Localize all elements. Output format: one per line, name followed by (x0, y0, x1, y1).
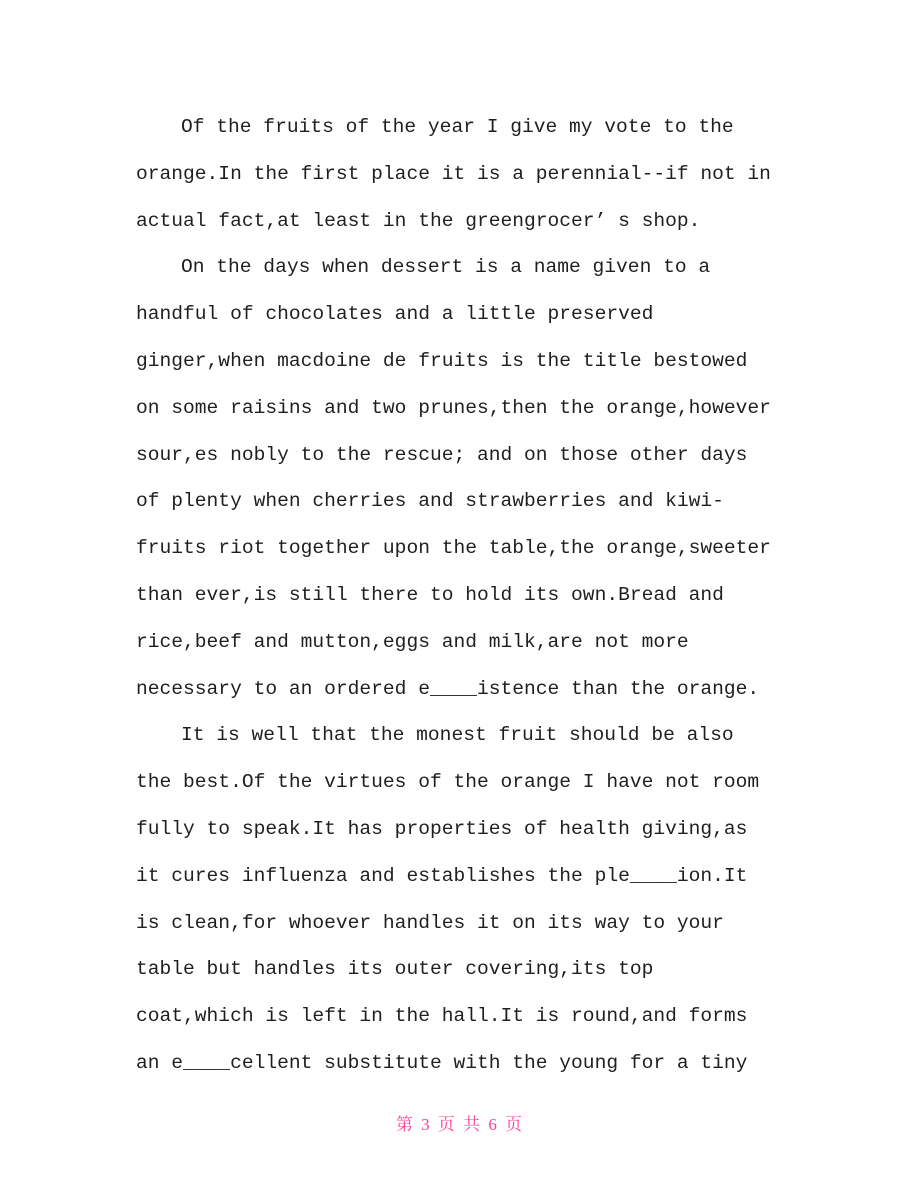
text-line: handful of chocolates and a little preserved (136, 303, 654, 326)
text-line: It is well that the monest fruit should be also (181, 724, 734, 747)
text-line: Of the fruits of the year I give my vote to the (181, 116, 734, 138)
text-line: on some raisins and two prunes,then the orange,however (136, 396, 771, 419)
text-line: of plenty when cherries and strawberries and kiwi- (136, 490, 724, 513)
text-line: an e____cellent substitute with the young for a tiny (136, 1051, 748, 1074)
text-line: table but handles its outer covering,its top (136, 958, 654, 981)
text-line: coat,which is left in the hall.It is round,and forms (136, 1005, 748, 1028)
text-line: fruits riot together upon the table,the orange,sweeter (136, 537, 771, 560)
text-line: fully to speak.It has properties of health giving,as (136, 817, 748, 840)
text-line: the best.Of the virtues of the orange I have not room (136, 771, 760, 794)
text-line: rice,beef and mutton,eggs and milk,are not more (136, 630, 689, 653)
text-line: sour,es nobly to the rescue; and on those other days (136, 443, 748, 466)
text-line: On the days when dessert is a name given to a (181, 256, 711, 279)
text-line: ginger,when macdoine de fruits is the title bestowed (136, 349, 748, 372)
text-line: actual fact,at least in the greengrocer’ s shop. (136, 209, 701, 232)
page-number-footer: 第 3 页 共 6 页 (395, 1115, 525, 1134)
text-line: it cures influenza and establishes the ple____ion.It (136, 864, 748, 887)
text-line: orange.In the first place it is a perennial--if not in (136, 162, 771, 185)
text-line: necessary to an ordered e____istence than the orange. (136, 677, 760, 700)
text-line: is clean,for whoever handles it on its way to your (136, 911, 724, 934)
text-line: than ever,is still there to hold its own.Bread and (136, 583, 724, 606)
document-body (136, 104, 796, 1087)
